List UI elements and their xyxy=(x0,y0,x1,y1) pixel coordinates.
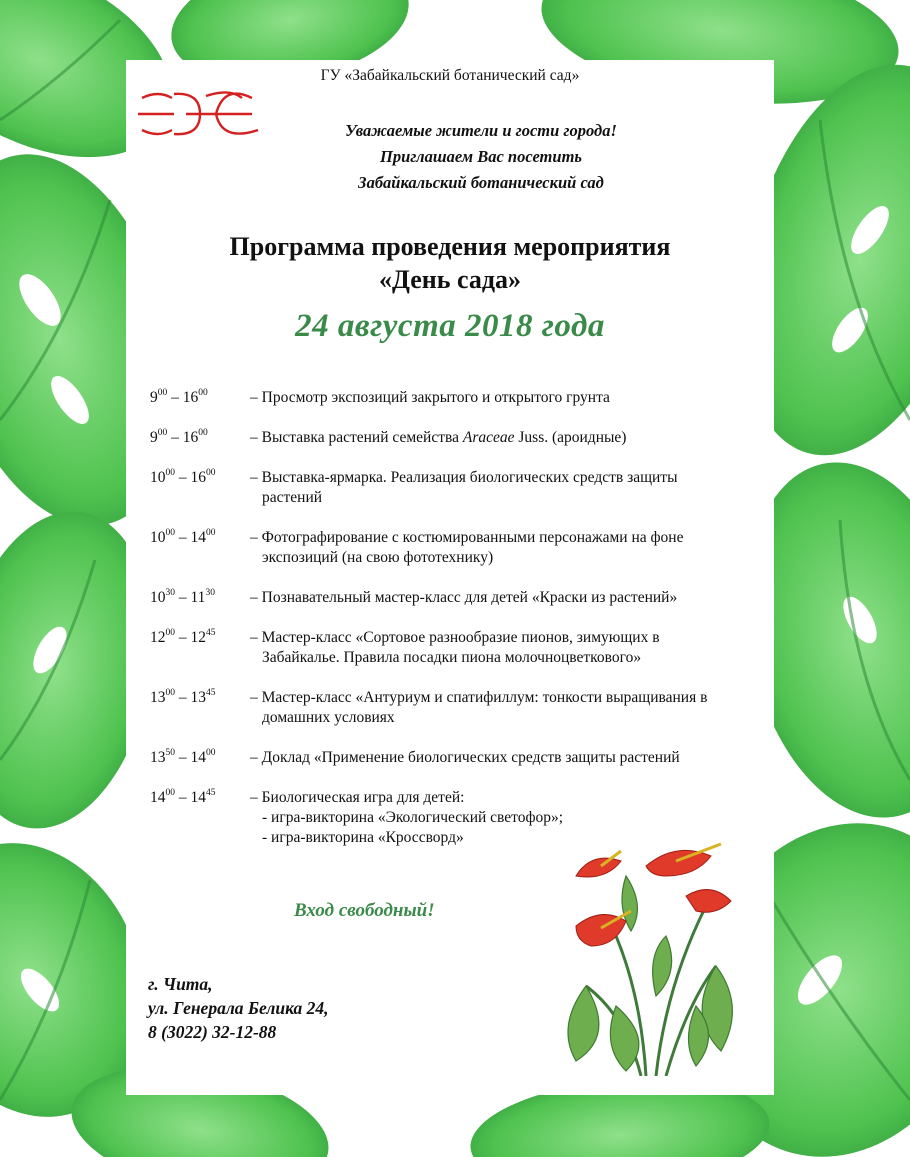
end-minutes: 00 xyxy=(198,427,208,438)
description-text: Juss. (ароидные) xyxy=(514,429,627,446)
schedule-time: $9^{00} - 16^{00}$ xyxy=(150,427,208,446)
schedule-description-line: экспозиций (на свою фототехнику) xyxy=(262,549,494,566)
end-hour: 11 xyxy=(190,589,206,606)
schedule-description-line: Биологическая игра для детей: xyxy=(261,789,465,806)
description-text: Выставка растений семейства xyxy=(261,429,463,446)
botanical-garden-logo xyxy=(134,88,264,140)
end-hour: 14 xyxy=(190,789,206,806)
line-wrap xyxy=(250,388,770,408)
greeting-line: Уважаемые жители и гости города! xyxy=(345,121,617,140)
schedule-description-line: Фотографирование с костюмированными персонажами на фоне xyxy=(261,529,684,546)
start-minutes: 00 xyxy=(157,427,168,438)
end-hour: 16 xyxy=(182,389,199,406)
start-minutes: 50 xyxy=(165,747,175,758)
schedule-time: $12^{00} - 12^{45}$ xyxy=(150,627,216,646)
end-minutes: 00 xyxy=(206,467,216,478)
end-minutes: 45 xyxy=(206,627,216,638)
end-minutes: 00 xyxy=(206,747,216,758)
start-hour: 10 xyxy=(150,589,166,606)
anthurium-flower-illustration xyxy=(546,836,776,1076)
line-wrap xyxy=(250,428,770,448)
end-minutes: 45 xyxy=(206,787,216,798)
schedule-time: $13^{50} - 14^{00}$ xyxy=(150,747,216,766)
dash: – xyxy=(250,529,262,546)
line-wrap xyxy=(250,748,770,768)
end-hour: 16 xyxy=(182,429,199,446)
schedule-description-line: - игра-викторина «Экологический светофор»; xyxy=(262,809,564,826)
end-hour: 13 xyxy=(190,689,206,706)
start-minutes: 00 xyxy=(157,387,168,398)
greeting xyxy=(276,118,686,196)
start-minutes: 00 xyxy=(165,527,175,538)
event-date: 24 августа 2018 года xyxy=(295,308,605,344)
start-hour: 14 xyxy=(150,789,166,806)
schedule-description xyxy=(250,748,770,768)
dash: – xyxy=(250,629,262,646)
schedule-description-line: Выставка-ярмарка. Реализация биологических средств защиты xyxy=(261,469,678,486)
schedule-time: $14^{00} - 14^{45}$ xyxy=(150,787,216,806)
schedule-time: $10^{00} - 16^{00}$ xyxy=(150,467,216,486)
schedule-description-line: Просмотр экспозиций закрытого и открытого грунта xyxy=(261,389,610,406)
organization-name: ГУ «Забайкальский ботанический сад» xyxy=(320,67,580,84)
start-hour: 9 xyxy=(150,429,158,446)
end-minutes: 30 xyxy=(205,587,215,598)
page-title xyxy=(126,230,774,296)
dash: – xyxy=(250,589,262,606)
line-wrap xyxy=(250,688,770,708)
end-minutes: 00 xyxy=(206,527,216,538)
schedule-description xyxy=(250,588,770,608)
free-entry-notice: Вход свободный! xyxy=(294,900,435,921)
start-hour: 13 xyxy=(150,749,166,766)
schedule-description-line: - игра-викторина «Кроссворд» xyxy=(262,829,464,846)
start-minutes: 30 xyxy=(165,587,175,598)
schedule-time: $13^{00} - 13^{45}$ xyxy=(150,687,216,706)
title-line-2: «День сада» xyxy=(379,265,521,294)
start-hour: 9 xyxy=(150,389,158,406)
line-wrap xyxy=(250,528,770,548)
end-minutes: 00 xyxy=(198,387,208,398)
line-wrap xyxy=(250,588,770,608)
schedule-description-line: Мастер-класс «Сортовое разнообразие пионов, зимующих в xyxy=(261,629,660,646)
schedule-description-line: растений xyxy=(262,489,323,506)
start-minutes: 00 xyxy=(165,627,175,638)
line-wrap xyxy=(250,628,770,648)
address xyxy=(148,972,329,1044)
schedule-description xyxy=(250,528,770,568)
schedule-time: $9^{00} - 16^{00}$ xyxy=(150,387,208,406)
start-hour: 12 xyxy=(150,629,166,646)
end-hour: 14 xyxy=(190,529,206,546)
dash: – xyxy=(250,689,262,706)
end-hour: 14 xyxy=(190,749,206,766)
start-hour: 10 xyxy=(150,529,166,546)
schedule-description xyxy=(250,468,770,508)
schedule-description xyxy=(250,688,770,728)
end-minutes: 45 xyxy=(206,687,216,698)
latin-name: Araceae xyxy=(462,429,515,446)
greeting-line: Приглашаем Вас посетить xyxy=(380,147,582,166)
start-hour: 10 xyxy=(150,469,166,486)
dash: – xyxy=(250,469,262,486)
title-line-1: Программа проведения мероприятия xyxy=(229,232,671,261)
line-wrap xyxy=(250,468,770,488)
address-city: г. Чита, xyxy=(148,974,213,994)
start-minutes: 00 xyxy=(165,467,175,478)
schedule-description xyxy=(250,628,770,668)
schedule-description-line: Доклад «Применение биологических средств защиты растений xyxy=(261,749,680,766)
schedule-time: $10^{00} - 14^{00}$ xyxy=(150,527,216,546)
schedule-description-line: Забайкалье. Правила посадки пиона молочноцветкового» xyxy=(262,649,642,666)
schedule-description-line: домашних условиях xyxy=(262,709,395,726)
dash: – xyxy=(250,389,262,406)
schedule-time: $10^{30} - 11^{30}$ xyxy=(150,587,215,606)
start-minutes: 00 xyxy=(165,787,175,798)
dash: – xyxy=(250,429,262,446)
schedule-description-line: Познавательный мастер-класс для детей «Краски из растений» xyxy=(261,589,678,606)
start-minutes: 00 xyxy=(165,687,175,698)
start-hour: 13 xyxy=(150,689,166,706)
address-phone: 8 (3022) 32-12-88 xyxy=(148,1022,277,1042)
address-street: ул. Генерала Белика 24, xyxy=(148,998,329,1018)
schedule-description xyxy=(250,388,770,408)
dash: – xyxy=(250,749,262,766)
schedule-description xyxy=(250,428,770,448)
schedule-description-line: Мастер-класс «Антуриум и спатифиллум: тонкости выращивания в xyxy=(261,689,708,706)
line-wrap xyxy=(250,788,770,808)
end-hour: 16 xyxy=(190,469,206,486)
greeting-line: Забайкальский ботанический сад xyxy=(358,173,604,192)
end-hour: 12 xyxy=(190,629,206,646)
dash: – xyxy=(250,789,262,806)
invitation-card xyxy=(126,60,774,1095)
